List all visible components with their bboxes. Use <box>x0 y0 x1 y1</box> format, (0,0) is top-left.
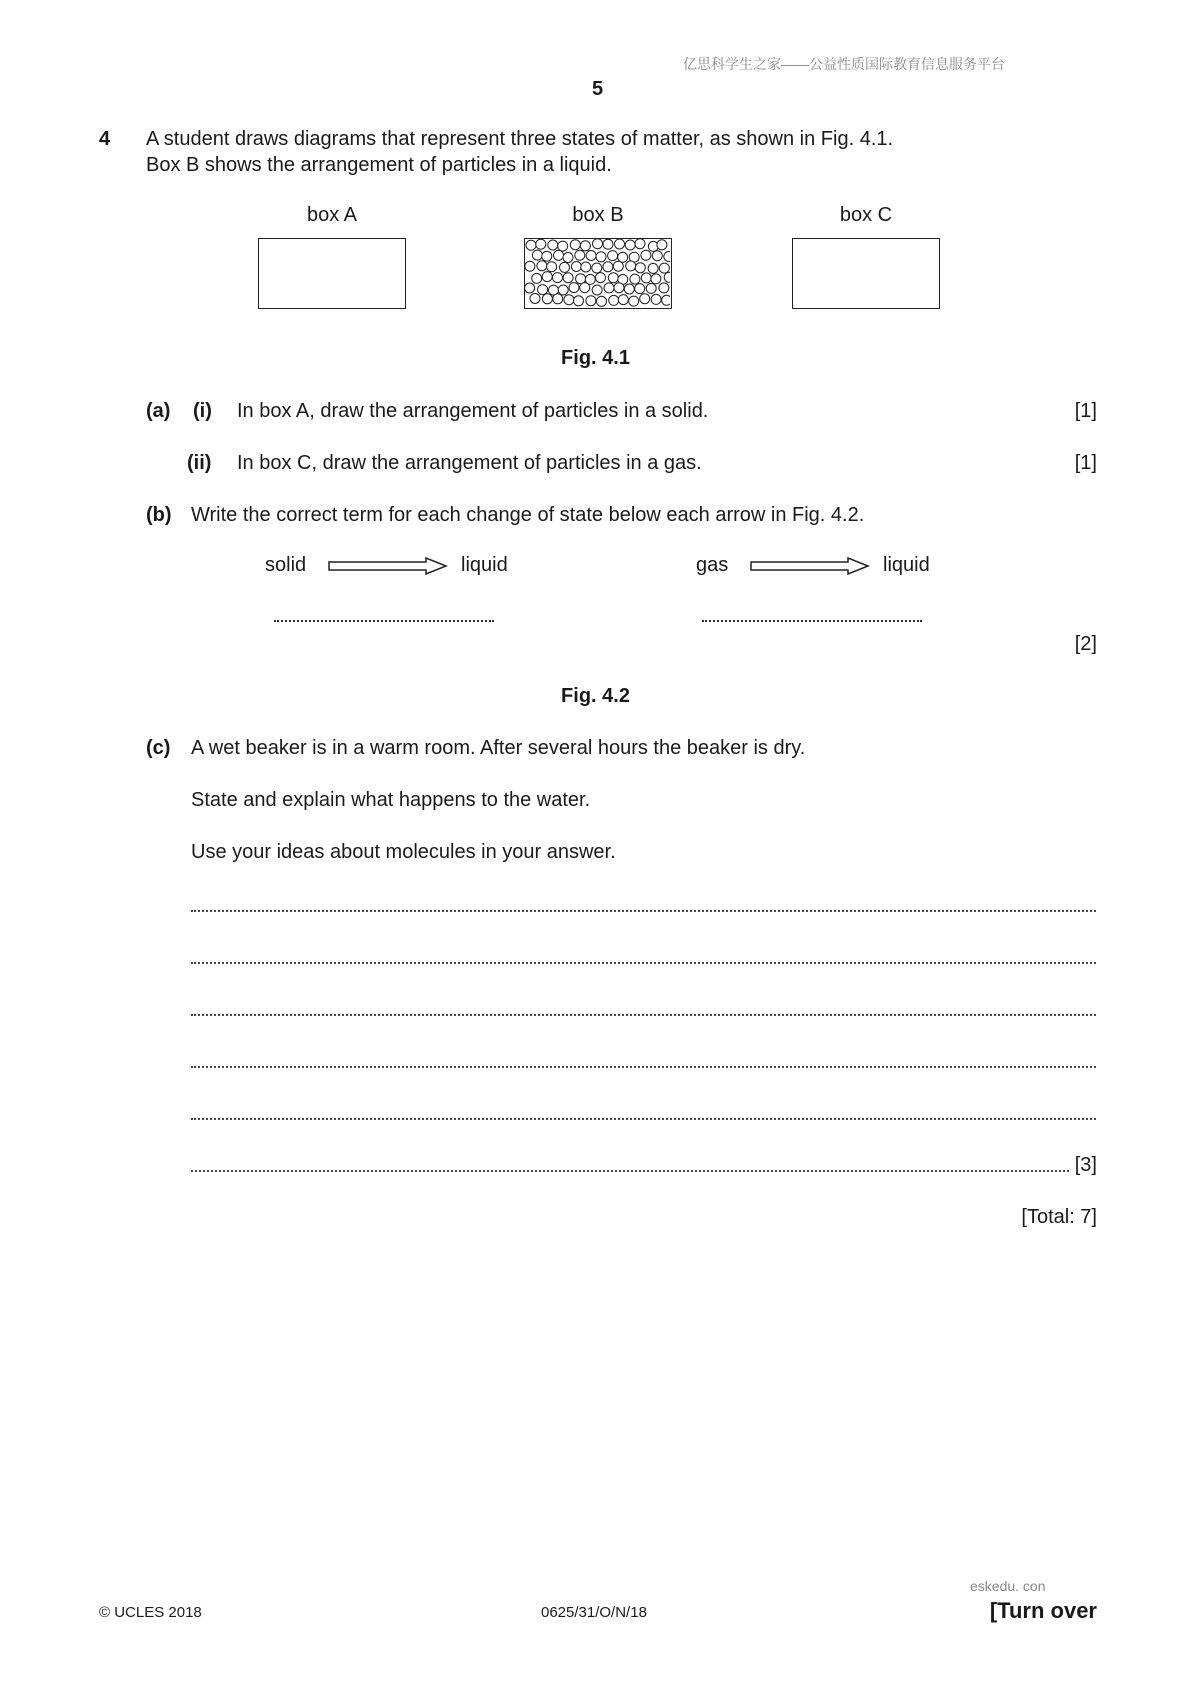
liquid-particle <box>553 294 563 304</box>
part-c-text2: State and explain what happens to the water. <box>191 789 591 811</box>
change-left-from: solid <box>265 554 307 576</box>
answer-line-right[interactable] <box>702 620 922 622</box>
footer-site: eskedu. con <box>970 1578 1046 1594</box>
liquid-particle <box>571 262 581 272</box>
liquid-particle <box>563 253 573 263</box>
liquid-particle <box>574 296 584 306</box>
liquid-particle <box>536 239 546 249</box>
arrow-right-icon <box>750 557 870 575</box>
part-b-text: Write the correct term for each change of state below each arrow in Fig. 4.2. <box>191 504 865 526</box>
liquid-particle <box>596 273 606 283</box>
question-number: 4 <box>99 128 111 150</box>
liquid-particle <box>608 251 618 261</box>
liquid-particle <box>563 273 573 283</box>
answer-line-3[interactable] <box>191 1014 1096 1016</box>
liquid-particle <box>624 284 634 294</box>
liquid-particle <box>646 283 656 293</box>
liquid-particle <box>630 274 640 284</box>
liquid-particle <box>635 263 645 273</box>
part-a-ii-label: (ii) <box>187 452 212 474</box>
liquid-particle <box>525 261 535 271</box>
liquid-particle <box>593 239 603 249</box>
part-b-label: (b) <box>146 504 172 526</box>
liquid-particle <box>609 295 619 305</box>
liquid-particle <box>530 294 540 304</box>
answer-line-6[interactable] <box>191 1170 1069 1172</box>
liquid-particle <box>664 252 670 262</box>
liquid-particle <box>553 273 563 283</box>
liquid-particle <box>641 250 651 260</box>
box-b-label: box B <box>572 204 624 226</box>
change-right-from: gas <box>696 554 729 576</box>
liquid-particle <box>659 263 669 273</box>
liquid-particle <box>564 295 574 305</box>
liquid-particle <box>603 239 613 249</box>
liquid-particle <box>581 262 591 272</box>
liquid-particle <box>575 250 585 260</box>
liquid-particle <box>558 241 568 251</box>
liquid-particle <box>580 241 590 251</box>
liquid-particle <box>651 294 661 304</box>
liquid-particle <box>526 240 536 250</box>
liquid-particles <box>525 239 670 307</box>
liquid-particle <box>664 272 670 282</box>
liquid-particle <box>640 294 650 304</box>
part-a-ii-mark: [1] <box>1074 452 1097 474</box>
question-intro-line1: A student draws diagrams that represent three states of matter, as shown in Fig. 4.1. <box>146 128 894 150</box>
liquid-particle <box>629 296 639 306</box>
liquid-particle <box>537 261 547 271</box>
liquid-particle <box>615 239 625 249</box>
part-c-mark: [3] <box>1074 1154 1097 1176</box>
part-a-label: (a) <box>146 400 171 422</box>
liquid-particle <box>614 283 624 293</box>
liquid-particle <box>569 283 579 293</box>
liquid-particle <box>547 262 557 272</box>
answer-line-2[interactable] <box>191 962 1096 964</box>
liquid-particle <box>613 261 623 271</box>
part-c-label: (c) <box>146 737 171 759</box>
part-a-i-label: (i) <box>193 400 212 422</box>
liquid-particle <box>659 283 669 293</box>
liquid-particle <box>542 294 552 304</box>
liquid-particle <box>603 262 613 272</box>
liquid-particle <box>635 284 645 294</box>
fig-4-2-caption: Fig. 4.2 <box>561 685 630 707</box>
liquid-particle <box>592 285 602 295</box>
total-mark: [Total: 7] <box>1021 1206 1097 1228</box>
liquid-particle <box>586 296 596 306</box>
liquid-particle <box>548 240 558 250</box>
part-b-mark: [2] <box>1074 633 1097 655</box>
liquid-particle <box>618 295 628 305</box>
liquid-particle <box>657 240 667 250</box>
answer-line-left[interactable] <box>274 620 494 622</box>
answer-line-5[interactable] <box>191 1118 1096 1120</box>
liquid-particle <box>532 250 542 260</box>
liquid-particle <box>580 283 590 293</box>
liquid-particle <box>532 273 542 283</box>
liquid-particle <box>538 285 548 295</box>
part-a-ii-text: In box C, draw the arrangement of particles in a gas. <box>237 452 702 474</box>
arrow-right-icon <box>328 557 448 575</box>
change-left-to: liquid <box>461 554 508 576</box>
liquid-particle <box>554 250 564 260</box>
liquid-particle <box>597 296 607 306</box>
liquid-particle <box>570 240 580 250</box>
box-a[interactable] <box>258 238 406 309</box>
liquid-particle <box>542 272 552 282</box>
liquid-particle <box>560 262 570 272</box>
box-c-label: box C <box>839 204 893 226</box>
answer-line-4[interactable] <box>191 1066 1096 1068</box>
liquid-particle <box>626 261 636 271</box>
liquid-particle <box>542 251 552 261</box>
part-a-i-mark: [1] <box>1074 400 1097 422</box>
page-number: 5 <box>592 78 604 100</box>
footer-copyright: © UCLES 2018 <box>99 1604 202 1621</box>
liquid-particle <box>604 283 614 293</box>
liquid-particle <box>635 239 645 249</box>
liquid-particle <box>662 295 670 305</box>
turn-over: [Turn over <box>989 1598 1097 1623</box>
part-a-i-text: In box A, draw the arrangement of particles in a solid. <box>237 400 709 422</box>
box-c[interactable] <box>792 238 940 309</box>
liquid-particle <box>652 251 662 261</box>
part-c-text1: A wet beaker is in a warm room. After several hours the beaker is dry. <box>191 737 806 759</box>
box-a-label: box A <box>306 204 358 226</box>
box-b <box>524 238 672 309</box>
liquid-particle <box>648 263 658 273</box>
liquid-particle <box>651 274 661 284</box>
liquid-particle <box>558 285 568 295</box>
footer-code: 0625/31/O/N/18 <box>541 1604 647 1621</box>
liquid-particle <box>641 273 651 283</box>
answer-line-1[interactable] <box>191 910 1096 912</box>
fig-4-1-caption: Fig. 4.1 <box>561 347 630 369</box>
liquid-particle <box>596 252 606 262</box>
liquid-particle <box>625 240 635 250</box>
change-right-to: liquid <box>883 554 930 576</box>
question-intro-line2: Box B shows the arrangement of particles in a liquid. <box>146 154 612 176</box>
liquid-particle <box>608 273 618 283</box>
liquid-particle <box>586 251 596 261</box>
part-c-text3: Use your ideas about molecules in your answer. <box>191 841 616 863</box>
header-watermark: 亿思科学生之家——公益性质国际教育信息服务平台 <box>683 56 1005 72</box>
liquid-particle <box>592 263 602 273</box>
liquid-particle <box>525 283 535 293</box>
